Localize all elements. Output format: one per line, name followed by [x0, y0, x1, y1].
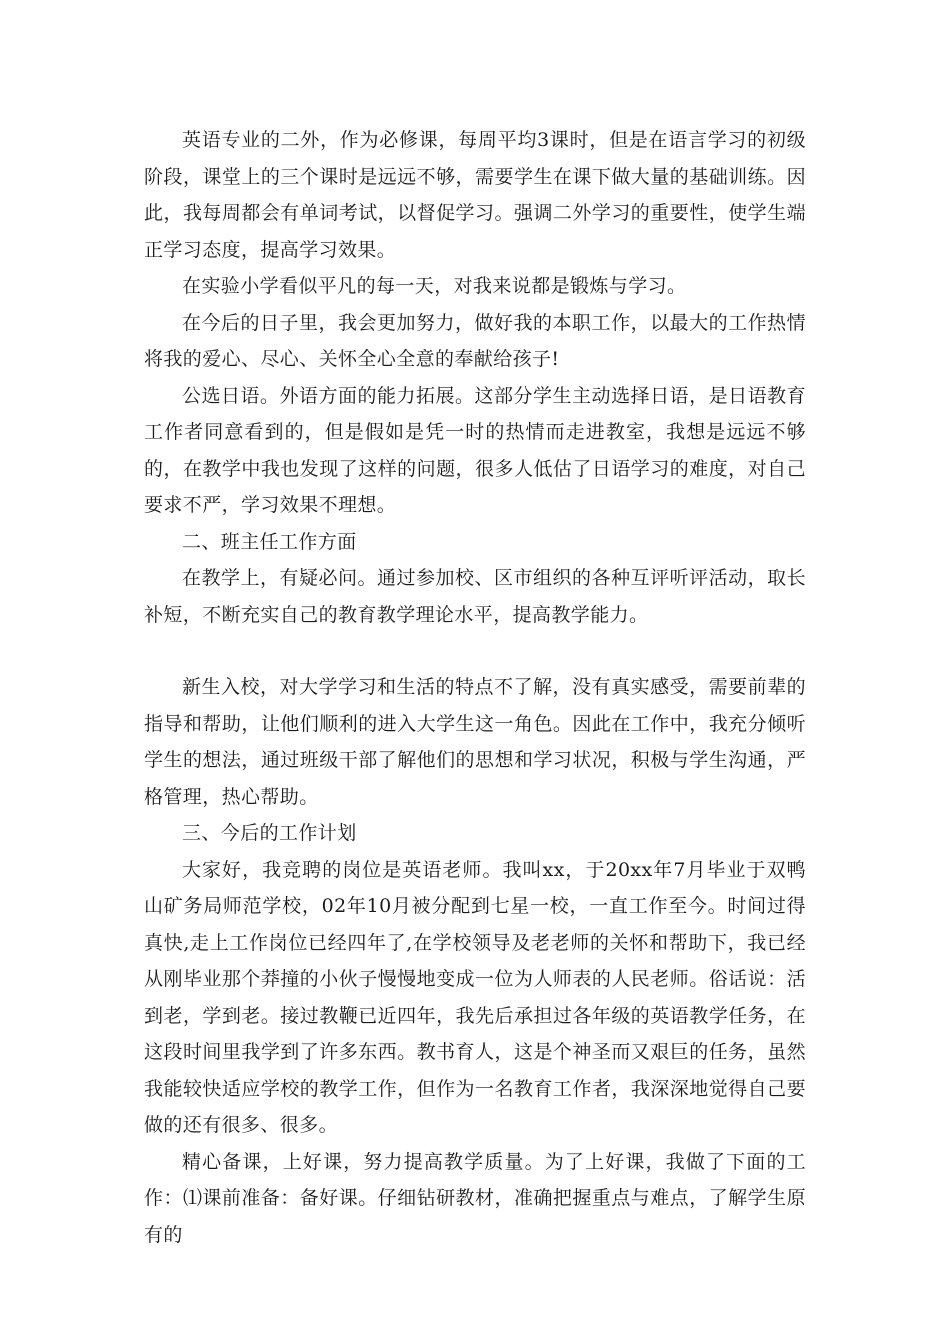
- paragraph-lesson-preparation: 精心备课，上好课，努力提高教学质量。为了上好课，我做了下面的工作：⑴课前准备：备好课。仔细钻研教材，准确把握重点与难点，了解学生原有的: [144, 1150, 806, 1246]
- section-heading-work-plan: 三、今后的工作计划: [182, 822, 357, 844]
- paragraph-new-students: 新生入校，对大学学习和生活的特点不了解，没有真实感受，需要前辈的指导和帮助，让他们顺利的进入大学生这一角色。因此在工作中，我充分倾听学生的想法，通过班级干部了解他们的思想和学习状况，积极与学生沟通，严格管理，热心帮助。: [144, 676, 806, 808]
- paragraph-daily-practice: 在实验小学看似平凡的每一天，对我来说都是锻炼与学习。: [182, 275, 687, 297]
- paragraph-second-language: 英语专业的二外，作为必修课，每周平均3课时，但是在语言学习的初级阶段，课堂上的三个课时是远远不够，需要学生在课下做大量的基础训练。因此，我每周都会有单词考试，以督促学习。强调二外学习的重要性，使学生端正学习态度，提高学习效果。: [144, 129, 806, 261]
- paragraph-future-effort: 在今后的日子里，我会更加努力，做好我的本职工作，以最大的工作热情将我的爱心、尽心、关怀全心全意的奉献给孩子!: [144, 311, 806, 370]
- paragraph-japanese-elective: 公选日语。外语方面的能力拓展。这部分学生主动选择日语，是日语教育工作者同意看到的，但是假如是凭一时的热情而走进教室，我想是远远不够的，在教学中我也发现了这样的问题，很多人低估了日语学习的难度，对自己要求不严，学习效果不理想。: [144, 384, 806, 516]
- document-body: [144, 122, 806, 1253]
- section-heading-class-teacher: 二、班主任工作方面: [182, 530, 357, 553]
- paragraph-teaching-inquiry: 在教学上，有疑必问。通过参加校、区市组织的各种互评听评活动，取长补短，不断充实自己的教育教学理论水平，提高教学能力。: [144, 567, 806, 626]
- paragraph-self-introduction: 大家好，我竞聘的岗位是英语老师。我叫xx，于20xx年7月毕业于双鸭山矿务局师范学校，02年10月被分配到七星一校，一直工作至今。时间过得真快,走上工作岗位已经四年了,在学校领导及老老师的关怀和帮助下，我已经从刚毕业那个莽撞的小伙子慢慢地变成一位为人师表的人民老师。俗话说：活到老，学到老。接过教鞭已近四年，我先后承担过各年级的英语教学任务，在这段时间里我学到了许多东西。教书育人，这是个神圣而又艰巨的任务，虽然我能较快适应学校的教学工作，但作为一名教育工作者，我深深地觉得自己要做的还有很多、很多。: [144, 858, 806, 1136]
